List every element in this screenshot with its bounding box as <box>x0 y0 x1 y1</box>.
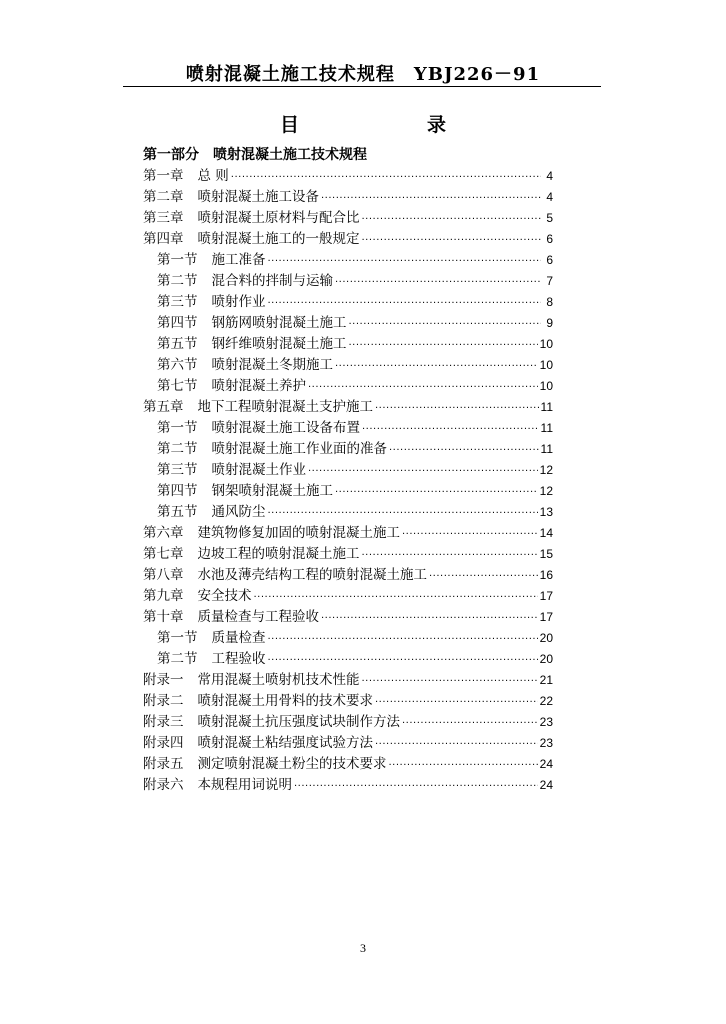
toc-section-entry[interactable] <box>143 292 553 313</box>
toc-dot-leader <box>402 524 538 545</box>
toc-entry-title: 边坡工程的喷射混凝土施工 <box>197 546 360 562</box>
toc-entry-title: 喷射混凝土冬期施工 <box>211 357 333 373</box>
toc-entry-page: 23 <box>539 736 553 750</box>
toc-dot-leader <box>308 461 538 482</box>
toc-chapter-entry[interactable] <box>143 754 553 775</box>
toc-entry-title: 水池及薄壳结构工程的喷射混凝土施工 <box>197 567 427 583</box>
toc-entry-title: 建筑物修复加固的喷射混凝土施工 <box>197 525 400 541</box>
toc-entry-page: 6 <box>546 253 553 267</box>
toc-entry-page: 4 <box>546 169 553 183</box>
toc-entry-number: 第二节 <box>157 273 198 289</box>
toc-chapter-entry[interactable] <box>143 166 553 187</box>
toc-entry-page: 22 <box>539 694 553 708</box>
toc-entry-page: 11 <box>540 400 553 414</box>
toc-chapter-entry[interactable] <box>143 691 553 712</box>
toc-dot-leader <box>389 755 538 776</box>
toc-dot-leader <box>349 335 538 356</box>
toc-entry-number: 第五章 <box>143 399 184 415</box>
toc-entry-page: 10 <box>539 337 553 351</box>
toc-section-entry[interactable] <box>143 460 553 481</box>
toc-section-entry[interactable] <box>143 271 553 292</box>
toc-entry-title: 钢纤维喷射混凝土施工 <box>211 336 347 352</box>
toc-entry-number: 第一章 <box>143 168 184 184</box>
toc-entry-page: 12 <box>539 463 553 477</box>
toc-title: 目 录 <box>279 114 476 136</box>
toc-chapter-entry[interactable] <box>143 544 553 565</box>
toc-section-entry[interactable] <box>143 250 553 271</box>
toc-entry-number: 附录五 <box>143 756 184 772</box>
toc-entry-title: 喷射混凝土施工设备布置 <box>211 420 360 436</box>
toc-entry-page: 24 <box>539 757 553 771</box>
toc-entry-number: 第五节 <box>157 336 198 352</box>
toc-entry-title: 喷射混凝土施工作业面的准备 <box>211 441 387 457</box>
toc-entry-page: 13 <box>539 505 553 519</box>
toc-dot-leader <box>362 545 538 566</box>
toc-entry-title: 常用混凝土喷射机技术性能 <box>197 672 360 688</box>
toc-section-entry[interactable] <box>143 481 553 502</box>
toc-entry-title: 工程验收 <box>211 651 266 667</box>
toc-entry-page: 11 <box>540 421 553 435</box>
toc-entry-number: 第九章 <box>143 588 184 604</box>
toc-entry-title: 通风防尘 <box>211 504 266 520</box>
toc-entry-title: 喷射混凝土施工的一般规定 <box>197 231 360 247</box>
toc-entry-page: 24 <box>539 778 553 792</box>
toc-dot-leader <box>268 650 538 671</box>
toc-dot-leader <box>294 776 538 797</box>
toc-entry-number: 第三章 <box>143 210 184 226</box>
toc-dot-leader <box>268 629 538 650</box>
toc-section-entry[interactable] <box>143 355 553 376</box>
toc-entry-page: 14 <box>539 526 553 540</box>
toc-entry-page: 17 <box>539 589 553 603</box>
toc-entry-title: 喷射混凝土抗压强度试块制作方法 <box>197 714 400 730</box>
toc-dot-leader <box>321 608 538 629</box>
running-header: 喷射混凝土施工技术规程 YBJ226－91 <box>185 64 541 85</box>
toc-entry-title: 钢筋网喷射混凝土施工 <box>211 315 347 331</box>
toc-section-entry[interactable] <box>143 418 553 439</box>
toc-entry-title: 总 则 <box>197 168 229 184</box>
toc-entry-title: 钢架喷射混凝土施工 <box>211 483 333 499</box>
toc-dot-leader <box>362 230 542 251</box>
toc-section-entry[interactable] <box>143 649 553 670</box>
toc-entry-number: 第一节 <box>157 420 198 436</box>
toc-entry-page: 17 <box>539 610 553 624</box>
toc-entry-number: 第三节 <box>157 462 198 478</box>
toc-dot-leader <box>429 566 538 587</box>
toc-entry-page: 20 <box>539 631 553 645</box>
toc-entry-number: 第六节 <box>157 357 198 373</box>
toc-entry-number: 第六章 <box>143 525 184 541</box>
toc-chapter-entry[interactable] <box>143 775 553 796</box>
toc-entry-number: 第二节 <box>157 441 198 457</box>
toc-dot-leader <box>268 251 542 272</box>
toc-entry-title: 喷射混凝土施工设备 <box>197 189 319 205</box>
toc-entry-number: 附录六 <box>143 777 184 793</box>
toc-dot-leader <box>375 398 539 419</box>
toc-dot-leader <box>402 713 538 734</box>
toc-entry-title: 质量检查 <box>211 630 266 646</box>
toc-dot-leader <box>389 440 539 461</box>
header-rule <box>123 86 601 87</box>
toc-entry-number: 第十章 <box>143 609 184 625</box>
toc-entry-title: 测定喷射混凝土粉尘的技术要求 <box>197 756 387 772</box>
toc-chapter-entry[interactable] <box>143 712 553 733</box>
toc-part-heading: 第一部分 喷射混凝土施工技术规程 <box>143 147 367 163</box>
toc-entry-number: 第四节 <box>157 315 198 331</box>
toc-dot-leader <box>231 167 541 188</box>
table-of-contents <box>143 144 553 796</box>
toc-entry-title: 喷射混凝土粘结强度试验方法 <box>197 735 373 751</box>
toc-dot-leader <box>308 377 538 398</box>
toc-dot-leader <box>375 734 538 755</box>
toc-entry-number: 第一节 <box>157 252 198 268</box>
toc-entry-number: 第五节 <box>157 504 198 520</box>
toc-dot-leader <box>321 188 541 209</box>
toc-section-entry[interactable] <box>143 334 553 355</box>
toc-dot-leader <box>335 356 538 377</box>
toc-entry-page: 8 <box>546 295 553 309</box>
toc-entry-title: 安全技术 <box>197 588 252 604</box>
toc-entry-title: 质量检查与工程验收 <box>197 609 319 625</box>
toc-entry-number: 第七章 <box>143 546 184 562</box>
toc-entry-title: 喷射混凝土用骨料的技术要求 <box>197 693 373 709</box>
toc-entry-page: 20 <box>539 652 553 666</box>
toc-chapter-entry[interactable] <box>143 229 553 250</box>
toc-entry-number: 第七节 <box>157 378 198 394</box>
toc-section-entry[interactable] <box>143 439 553 460</box>
toc-chapter-entry[interactable] <box>143 208 553 229</box>
toc-entry-page: 6 <box>546 232 553 246</box>
toc-entry-page: 11 <box>540 442 553 456</box>
toc-entry-page: 15 <box>539 547 553 561</box>
toc-entry-number: 第二章 <box>143 189 184 205</box>
toc-entry-number: 第三节 <box>157 294 198 310</box>
toc-entry-number: 第二节 <box>157 651 198 667</box>
toc-dot-leader <box>335 272 541 293</box>
toc-entry-title: 施工准备 <box>211 252 266 268</box>
toc-entry-title: 喷射混凝土养护 <box>211 378 306 394</box>
toc-entry-title: 喷射混凝土作业 <box>211 462 306 478</box>
toc-entry-page: 10 <box>539 379 553 393</box>
toc-dot-leader <box>362 671 538 692</box>
toc-chapter-entry[interactable] <box>143 670 553 691</box>
toc-entry-number: 附录二 <box>143 693 184 709</box>
toc-section-entry[interactable] <box>143 628 553 649</box>
toc-dot-leader <box>362 419 539 440</box>
toc-entry-page: 5 <box>546 211 553 225</box>
toc-entry-title: 地下工程喷射混凝土支护施工 <box>197 399 373 415</box>
toc-entry-title: 喷射混凝土原材料与配合比 <box>197 210 360 226</box>
toc-entry-page: 9 <box>546 316 553 330</box>
toc-entry-number: 第八章 <box>143 567 184 583</box>
toc-entry-number: 第一节 <box>157 630 198 646</box>
toc-chapter-entry[interactable] <box>143 187 553 208</box>
toc-entry-page: 12 <box>539 484 553 498</box>
toc-entry-number: 附录四 <box>143 735 184 751</box>
toc-dot-leader <box>375 692 538 713</box>
toc-chapter-entry[interactable] <box>143 733 553 754</box>
toc-entry-title: 本规程用词说明 <box>197 777 292 793</box>
toc-chapter-entry[interactable] <box>143 397 553 418</box>
toc-entry-page: 16 <box>539 568 553 582</box>
toc-dot-leader <box>268 293 542 314</box>
toc-entry-number: 第四节 <box>157 483 198 499</box>
toc-section-entry[interactable] <box>143 376 553 397</box>
toc-entry-page: 4 <box>546 190 553 204</box>
toc-entry-page: 10 <box>539 358 553 372</box>
toc-chapter-entry[interactable] <box>143 607 553 628</box>
toc-section-entry[interactable] <box>143 313 553 334</box>
toc-dot-leader <box>268 503 538 524</box>
toc-dot-leader <box>254 587 538 608</box>
toc-entry-page: 21 <box>539 673 553 687</box>
toc-entry-number: 附录一 <box>143 672 184 688</box>
toc-entry-title: 喷射作业 <box>211 294 266 310</box>
toc-entry-page: 7 <box>546 274 553 288</box>
toc-entry-number: 第四章 <box>143 231 184 247</box>
toc-dot-leader <box>362 209 542 230</box>
page-number: 3 <box>360 941 366 955</box>
toc-section-entry[interactable] <box>143 502 553 523</box>
toc-entry-title: 混合料的拌制与运输 <box>211 273 333 289</box>
toc-chapter-entry[interactable] <box>143 565 553 586</box>
toc-chapter-entry[interactable] <box>143 523 553 544</box>
toc-entry-page: 23 <box>539 715 553 729</box>
toc-entry-number: 附录三 <box>143 714 184 730</box>
toc-dot-leader <box>335 482 538 503</box>
toc-chapter-entry[interactable] <box>143 586 553 607</box>
toc-dot-leader <box>349 314 542 335</box>
